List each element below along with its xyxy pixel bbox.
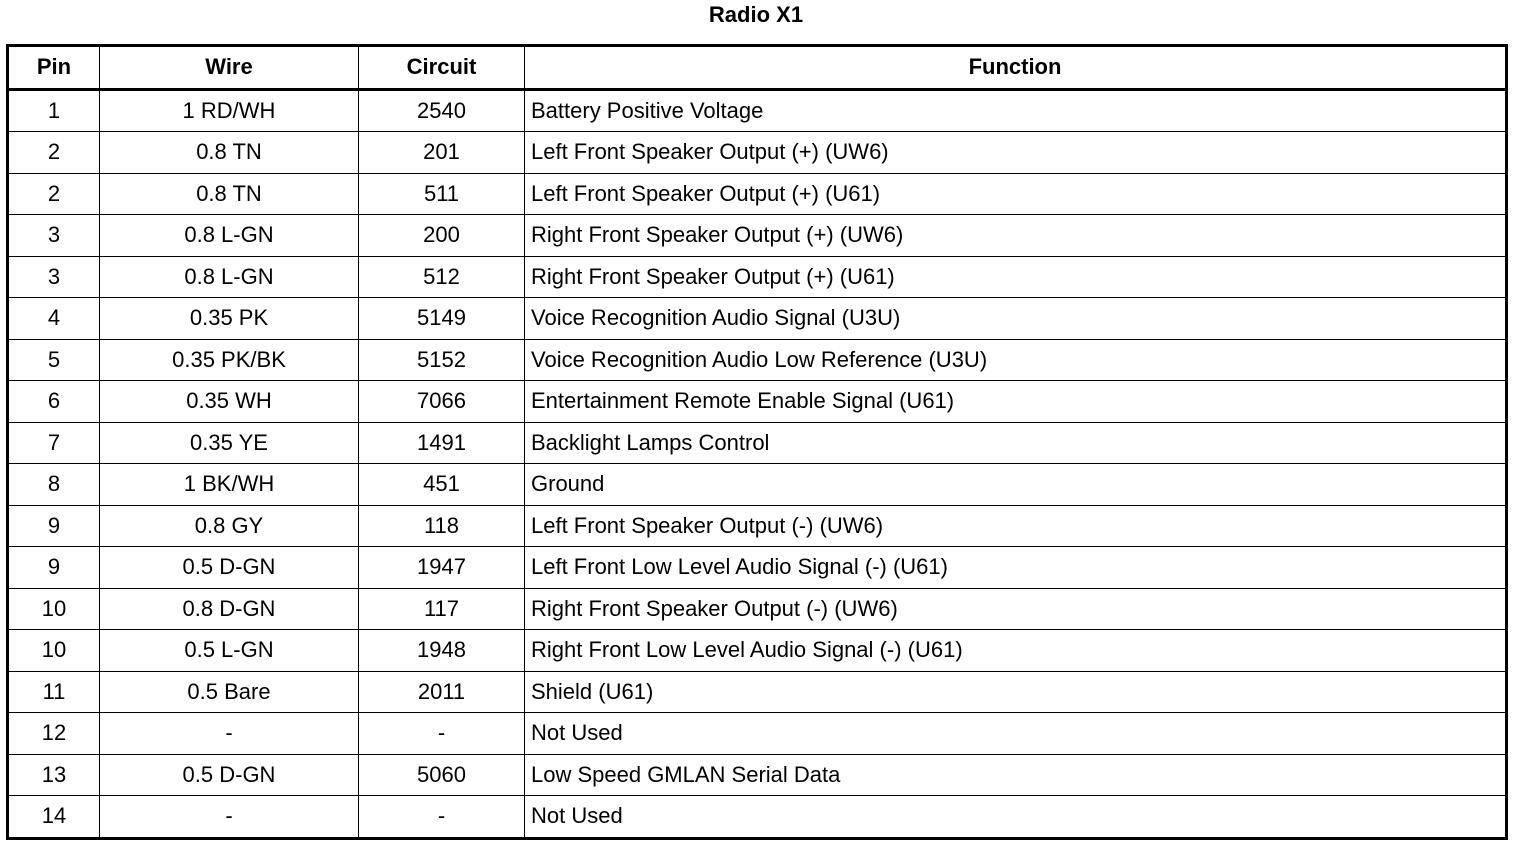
cell-wire: 0.35 YE [100, 422, 359, 464]
table-row [8, 132, 1507, 174]
cell-wire: 0.35 PK/BK [100, 339, 359, 381]
cell-pin: 7 [8, 422, 100, 464]
table-row [8, 671, 1507, 713]
table-row [8, 215, 1507, 257]
cell-wire: 0.5 Bare [100, 671, 359, 713]
header-circuit: Circuit [359, 46, 525, 90]
cell-circuit: 451 [359, 464, 525, 506]
cell-pin: 10 [8, 588, 100, 630]
cell-wire: - [100, 796, 359, 839]
cell-wire: 0.35 PK [100, 298, 359, 340]
cell-circuit: 7066 [359, 381, 525, 423]
cell-function: Voice Recognition Audio Signal (U3U) [525, 298, 1507, 340]
cell-pin: 9 [8, 547, 100, 589]
cell-function: Not Used [525, 713, 1507, 755]
cell-function: Shield (U61) [525, 671, 1507, 713]
cell-circuit: 1948 [359, 630, 525, 672]
cell-circuit: - [359, 713, 525, 755]
header-function: Function [525, 46, 1507, 90]
cell-pin: 13 [8, 754, 100, 796]
cell-pin: 6 [8, 381, 100, 423]
cell-pin: 5 [8, 339, 100, 381]
cell-wire: 0.35 WH [100, 381, 359, 423]
table-row [8, 422, 1507, 464]
cell-pin: 4 [8, 298, 100, 340]
cell-function: Right Front Speaker Output (+) (UW6) [525, 215, 1507, 257]
header-wire: Wire [100, 46, 359, 90]
cell-wire: 0.5 D-GN [100, 754, 359, 796]
cell-function: Backlight Lamps Control [525, 422, 1507, 464]
table-row [8, 298, 1507, 340]
cell-circuit: 5149 [359, 298, 525, 340]
cell-wire: 1 RD/WH [100, 89, 359, 132]
cell-pin: 12 [8, 713, 100, 755]
cell-pin: 10 [8, 630, 100, 672]
cell-pin: 8 [8, 464, 100, 506]
cell-wire: 0.8 GY [100, 505, 359, 547]
cell-circuit: 1947 [359, 547, 525, 589]
page-title: Radio X1 [708, 2, 804, 27]
cell-function: Right Front Speaker Output (-) (UW6) [525, 588, 1507, 630]
table-row [8, 173, 1507, 215]
header-row [8, 46, 1507, 90]
cell-pin: 2 [8, 173, 100, 215]
cell-pin: 3 [8, 256, 100, 298]
cell-function: Right Front Low Level Audio Signal (-) (U61) [525, 630, 1507, 672]
cell-circuit: 5152 [359, 339, 525, 381]
cell-function: Ground [525, 464, 1507, 506]
cell-function: Low Speed GMLAN Serial Data [525, 754, 1507, 796]
cell-circuit: 2540 [359, 89, 525, 132]
table-row [8, 256, 1507, 298]
cell-wire: 0.5 L-GN [100, 630, 359, 672]
cell-pin: 1 [8, 89, 100, 132]
cell-wire: 1 BK/WH [100, 464, 359, 506]
cell-circuit: 1491 [359, 422, 525, 464]
cell-pin: 3 [8, 215, 100, 257]
cell-function: Left Front Speaker Output (+) (U61) [525, 173, 1507, 215]
cell-wire: 0.8 L-GN [100, 256, 359, 298]
table-row [8, 339, 1507, 381]
cell-circuit: 200 [359, 215, 525, 257]
cell-pin: 9 [8, 505, 100, 547]
cell-circuit: 511 [359, 173, 525, 215]
cell-function: Right Front Speaker Output (+) (U61) [525, 256, 1507, 298]
connector-pinout-table [6, 44, 1508, 840]
cell-wire: - [100, 713, 359, 755]
cell-circuit: 2011 [359, 671, 525, 713]
cell-circuit: 201 [359, 132, 525, 174]
table-row [8, 796, 1507, 839]
cell-function: Left Front Low Level Audio Signal (-) (U61) [525, 547, 1507, 589]
cell-wire: 0.5 D-GN [100, 547, 359, 589]
table-row [8, 754, 1507, 796]
cell-function: Voice Recognition Audio Low Reference (U3U) [525, 339, 1507, 381]
cell-function: Not Used [525, 796, 1507, 839]
cell-circuit: - [359, 796, 525, 839]
table-row [8, 464, 1507, 506]
cell-circuit: 512 [359, 256, 525, 298]
cell-circuit: 117 [359, 588, 525, 630]
table-row [8, 547, 1507, 589]
cell-circuit: 118 [359, 505, 525, 547]
cell-wire: 0.8 D-GN [100, 588, 359, 630]
cell-wire: 0.8 L-GN [100, 215, 359, 257]
cell-function: Entertainment Remote Enable Signal (U61) [525, 381, 1507, 423]
table-row [8, 588, 1507, 630]
cell-pin: 14 [8, 796, 100, 839]
table-row [8, 505, 1507, 547]
cell-wire: 0.8 TN [100, 173, 359, 215]
cell-pin: 11 [8, 671, 100, 713]
cell-pin: 2 [8, 132, 100, 174]
cell-wire: 0.8 TN [100, 132, 359, 174]
cell-function: Left Front Speaker Output (+) (UW6) [525, 132, 1507, 174]
cell-function: Left Front Speaker Output (-) (UW6) [525, 505, 1507, 547]
table-row [8, 381, 1507, 423]
header-pin: Pin [8, 46, 100, 90]
cell-circuit: 5060 [359, 754, 525, 796]
cell-function: Battery Positive Voltage [525, 89, 1507, 132]
table-row [8, 89, 1507, 132]
table-row [8, 630, 1507, 672]
table-row [8, 713, 1507, 755]
